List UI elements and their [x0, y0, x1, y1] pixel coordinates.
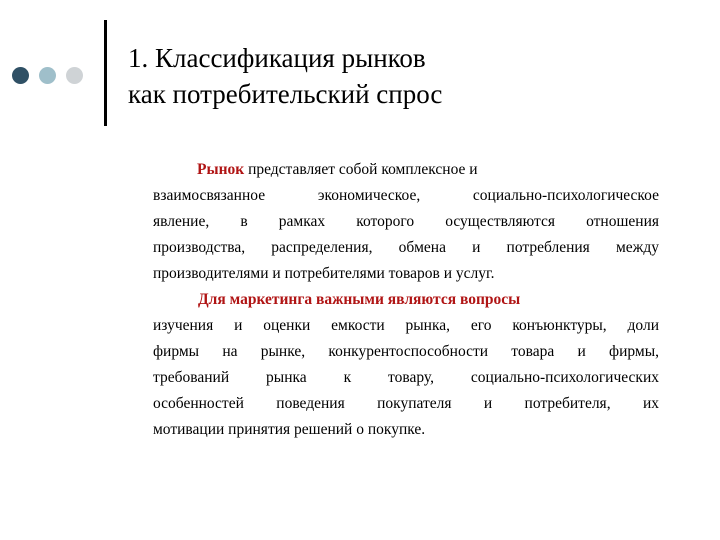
highlight-marketing-questions: Для маркетинга важными являются вопросы [198, 291, 521, 308]
paragraph-1-line-5: производителями и потребителями товаров и услуг. [153, 265, 495, 282]
paragraph-marketing-questions [153, 287, 659, 443]
dot-light-blue-icon [39, 67, 56, 84]
paragraph-1-line-3: явление, в рамках которого осуществляются отношения [153, 213, 659, 230]
paragraph-2-line-3: фирмы на рынке, конкурентоспособности товара и фирмы, [153, 343, 659, 360]
slide-body [153, 157, 659, 443]
paragraph-1-line-1 [153, 157, 659, 183]
paragraph-1-line-1-text: представляет собой комплексное и [244, 161, 478, 178]
paragraph-2-line-2: изучения и оценки емкости рынка, его конъюнктуры, доли [153, 317, 659, 334]
paragraph-2-line-4: требований рынка к товару, социально-психологических [153, 369, 659, 386]
paragraph-2-line-6: мотивации принятия решений о покупке. [153, 421, 426, 438]
paragraph-1-line-4: производства, распределения, обмена и потребления между [153, 239, 659, 256]
paragraph-1-line-2: взаимосвязанное экономическое, социально-психологическое [153, 187, 659, 204]
paragraph-2-line-5: особенностей поведения покупателя и потребителя, их [153, 395, 659, 412]
highlight-term-market: Рынок [197, 161, 245, 178]
dot-dark-icon [12, 67, 29, 84]
title-line-1: 1. Классификация рынков [128, 43, 426, 73]
paragraph-market-definition [153, 157, 659, 287]
title-line-2: как потребительский спрос [128, 79, 443, 109]
dot-grey-icon [66, 67, 83, 84]
title-divider [104, 20, 107, 126]
slide-title [128, 40, 688, 112]
